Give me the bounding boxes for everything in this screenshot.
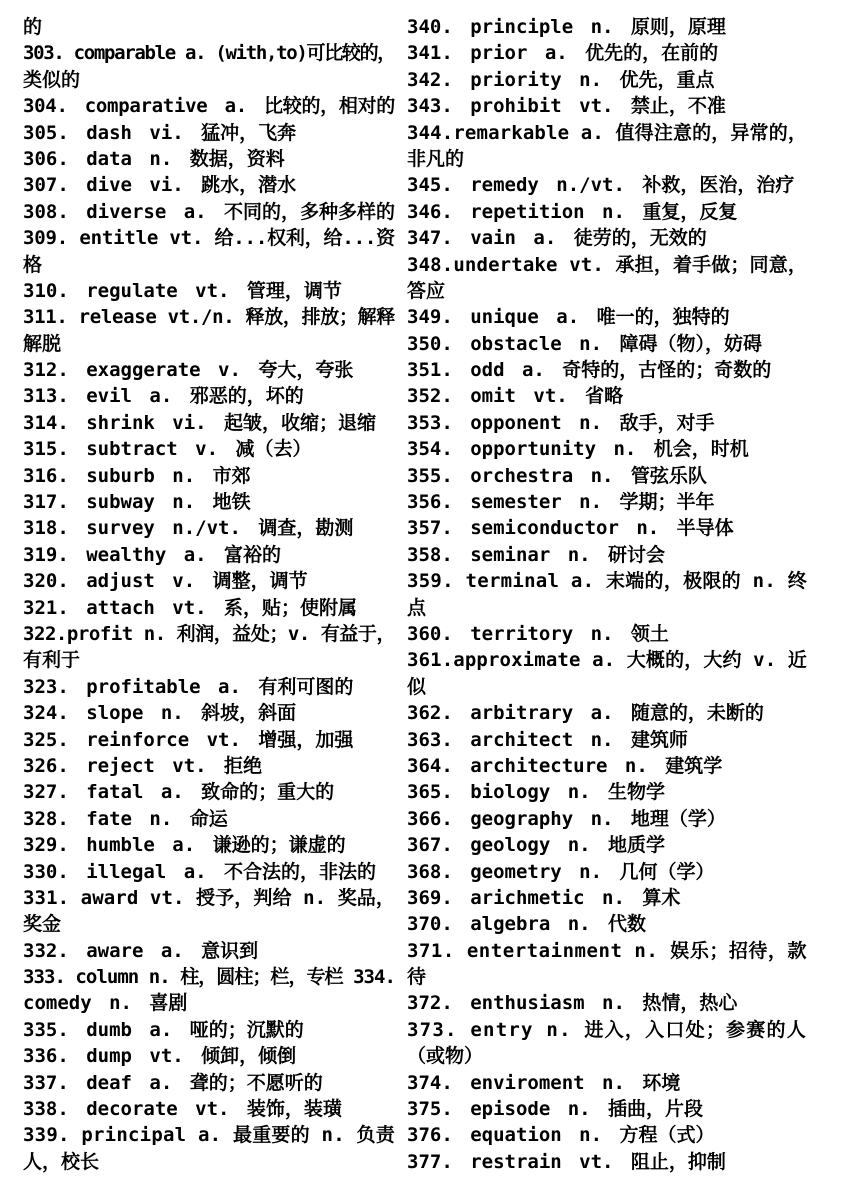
text-line-content: 374. enviroment n. 环境 (407, 1071, 681, 1094)
text-line (407, 93, 807, 119)
text-line (23, 859, 395, 885)
text-line (407, 806, 807, 832)
text-line-content: 362. arbitrary a. 随意的，未断的 (407, 702, 764, 725)
text-line-content: 341. prior a. 优先的，在前的 (407, 42, 719, 65)
text-line-content: 376. equation n. 方程（式） (407, 1124, 715, 1147)
text-line (23, 753, 395, 779)
text-line-content: 320. adjust v. 调整，调节 (23, 570, 308, 593)
text-line-content: 奖金 (23, 913, 62, 936)
text-line-content: 306. data n. 数据，资料 (23, 147, 285, 170)
text-line-content: 324. slope n. 斜坡，斜面 (23, 702, 297, 725)
text-line-content: 357. semiconductor n. 半导体 (407, 517, 734, 540)
text-line-content: 328. fate n. 命运 (23, 807, 228, 830)
text-line (23, 304, 395, 330)
text-line-content: 类似的 (23, 68, 81, 91)
text-line (407, 779, 807, 805)
text-line (407, 172, 807, 198)
text-line-content: 315. subtract v. 减（去） (23, 438, 312, 461)
text-line (23, 911, 395, 937)
text-line (23, 1043, 395, 1069)
text-line (23, 621, 395, 647)
text-line (407, 120, 807, 146)
text-line (23, 938, 395, 964)
text-line (23, 806, 395, 832)
text-line (23, 1070, 395, 1096)
text-line (407, 463, 807, 489)
text-line (407, 1043, 807, 1069)
text-line (407, 304, 807, 330)
text-line (23, 647, 395, 673)
text-line-content: 329. humble a. 谦逊的；谦虚的 (23, 834, 346, 857)
text-line-content: 304. comparative a. 比较的，相对的 (23, 95, 395, 118)
text-line (23, 964, 395, 990)
text-line-content: 321. attach vt. 系，贴；使附属 (23, 596, 358, 619)
text-line-content: 347. vain a. 徒劳的，无效的 (407, 227, 707, 250)
text-line (23, 489, 395, 515)
text-line-content: 348.undertake vt. 承担，着手做；同意， (407, 253, 807, 276)
text-line (407, 357, 807, 383)
text-line (23, 436, 395, 462)
text-line-content: 319. wealthy a. 富裕的 (23, 543, 282, 566)
text-line-content: 333. column n. 柱，圆柱；栏，专栏 334. (23, 966, 395, 989)
text-line-content: 373. entry n. 进入，入口处；参赛的人 (407, 1018, 807, 1041)
text-line (23, 674, 395, 700)
text-line-content: 323. profitable a. 有利可图的 (23, 675, 354, 698)
text-line-content: 待 (407, 966, 427, 989)
text-line (23, 252, 395, 278)
text-line-content: 371. entertainment n. 娱乐；招待，款 (407, 939, 807, 962)
text-line (407, 885, 807, 911)
text-line (23, 225, 395, 251)
text-line (407, 595, 807, 621)
text-line (407, 859, 807, 885)
text-line (23, 331, 395, 357)
text-line-content: 343. prohibit vt. 禁止，不准 (407, 95, 726, 118)
text-line-content: 354. opportunity n. 机会，时机 (407, 438, 749, 461)
text-line-content: 370. algebra n. 代数 (407, 913, 647, 936)
text-line-content: 360. territory n. 领土 (407, 622, 669, 645)
text-line-content: 359. terminal a. 末端的，极限的 n. 终 (407, 570, 807, 593)
text-line (407, 278, 807, 304)
text-line-content: 377. restrain vt. 阻止，抑制 (407, 1150, 726, 1173)
text-line (407, 1122, 807, 1148)
text-line-content: 313. evil a. 邪恶的，坏的 (23, 385, 304, 408)
text-line (23, 67, 395, 93)
text-line-content: 有利于 (23, 649, 81, 672)
text-line (23, 1096, 395, 1122)
text-line (407, 700, 807, 726)
text-line-content: 340. principle n. 原则，原理 (407, 16, 726, 38)
text-line (23, 990, 395, 1016)
text-line (23, 885, 395, 911)
text-line-content: 317. subway n. 地铁 (23, 491, 251, 514)
text-line (407, 1070, 807, 1096)
text-line (407, 331, 807, 357)
text-line-content: 322.profit n. 利润，益处；v. 有益于， (23, 622, 395, 645)
text-line-content: 335. dumb a. 哑的；沉默的 (23, 1018, 304, 1041)
text-line-content: 点 (407, 596, 427, 619)
text-line-content: 338. decorate vt. 装饰，装璜 (23, 1098, 342, 1121)
text-line-content: 364. architecture n. 建筑学 (407, 754, 723, 777)
text-line (23, 172, 395, 198)
text-line-content: 350. obstacle n. 障碍（物），妨碍 (407, 332, 762, 355)
text-line (23, 410, 395, 436)
text-line (407, 14, 807, 40)
text-line (23, 463, 395, 489)
text-line-content: 316. suburb n. 市郊 (23, 464, 251, 487)
text-line-content: 355. orchestra n. 管弦乐队 (407, 464, 707, 487)
text-line (407, 489, 807, 515)
text-line (407, 727, 807, 753)
text-line (23, 832, 395, 858)
text-line (407, 436, 807, 462)
text-line (23, 515, 395, 541)
text-line-content: 330. illegal a. 不合法的，非法的 (23, 860, 377, 883)
left-column (23, 0, 395, 1175)
text-line (23, 278, 395, 304)
text-line-content: 372. enthusiasm n. 热情，热心 (407, 992, 738, 1015)
text-line (407, 621, 807, 647)
text-line (23, 199, 395, 225)
text-line-content: 369. arichmetic n. 算术 (407, 886, 681, 909)
text-line-content: 326. reject vt. 拒绝 (23, 754, 263, 777)
text-line-content: 325. reinforce vt. 增强，加强 (23, 728, 354, 751)
text-line-content: 375. episode n. 插曲，片段 (407, 1098, 704, 1121)
text-line-content: 327. fatal a. 致命的；重大的 (23, 781, 335, 804)
text-line (407, 1149, 807, 1175)
text-line-content: 318. survey n./vt. 调查，勘测 (23, 517, 354, 540)
text-line-content: 310. regulate vt. 管理，调节 (23, 279, 342, 302)
text-line (407, 674, 807, 700)
text-line (23, 1122, 395, 1148)
text-line (23, 383, 395, 409)
text-line (407, 568, 807, 594)
text-line-content: 331. award vt. 授予，判给 n. 奖品， (23, 886, 395, 909)
text-line (407, 225, 807, 251)
text-line (23, 120, 395, 146)
text-line-content: 353. opponent n. 敌手，对手 (407, 411, 715, 434)
text-line (23, 93, 395, 119)
text-line-content: 367. geology n. 地质学 (407, 834, 666, 857)
text-line-content: 311. release vt./n. 释放，排放；解释 (23, 306, 395, 329)
text-line-content: 解脱 (23, 332, 62, 355)
text-line (407, 1096, 807, 1122)
text-line-content: 346. repetition n. 重复，反复 (407, 200, 738, 223)
text-line-content: 309. entitle vt. 给...权利，给...资 (23, 227, 395, 250)
text-line-content: 336. dump vt. 倾卸，倾倒 (23, 1045, 297, 1068)
text-line (407, 542, 807, 568)
text-line (23, 568, 395, 594)
text-line (407, 911, 807, 937)
text-line (407, 40, 807, 66)
text-line (407, 199, 807, 225)
text-line (23, 357, 395, 383)
text-line (407, 832, 807, 858)
text-line (407, 383, 807, 409)
text-line-content: 答应 (407, 279, 446, 302)
text-line (23, 1149, 395, 1175)
text-line (23, 779, 395, 805)
text-line (23, 1017, 395, 1043)
text-line-content: 337. deaf a. 聋的；不愿听的 (23, 1071, 323, 1094)
right-column (407, 0, 807, 1175)
text-line-content: 格 (23, 253, 43, 276)
text-line-content: 308. diverse a. 不同的，多种多样的 (23, 200, 395, 223)
text-line (23, 542, 395, 568)
text-line-content: 的 (23, 16, 43, 38)
text-line (23, 700, 395, 726)
text-line-content: 361.approximate a. 大概的，大约 v. 近 (407, 649, 807, 672)
text-line-content: 312. exaggerate v. 夸大，夸张 (23, 359, 354, 382)
text-line-content: 345. remedy n./vt. 补救，医治，治疗 (407, 174, 795, 197)
text-line-content: （或物） (407, 1045, 484, 1068)
text-line (407, 67, 807, 93)
text-line-content: 344.remarkable a. 值得注意的，异常的， (407, 121, 807, 144)
text-line-content: 332. aware a. 意识到 (23, 939, 259, 962)
text-line (23, 727, 395, 753)
text-line-content: comedy n. 喜剧 (23, 992, 188, 1015)
text-line-content: 314. shrink vi. 起皱，收缩；退缩 (23, 411, 377, 434)
text-line-content: 349. unique a. 唯一的，独特的 (407, 306, 730, 329)
text-line (407, 753, 807, 779)
text-line-content: 307. dive vi. 跳水，潜水 (23, 174, 297, 197)
text-line (407, 647, 807, 673)
text-line-content: 358. seminar n. 研讨会 (407, 543, 666, 566)
text-line (407, 1017, 807, 1043)
text-line-content: 352. omit vt. 省略 (407, 385, 624, 408)
text-line-content: 363. architect n. 建筑师 (407, 728, 688, 751)
text-line-content: 非凡的 (407, 147, 465, 170)
text-line-content: 似 (407, 675, 427, 698)
text-line (407, 410, 807, 436)
text-line (407, 515, 807, 541)
text-line (407, 252, 807, 278)
text-line (407, 990, 807, 1016)
text-line (23, 146, 395, 172)
text-line (23, 40, 395, 66)
text-line (23, 14, 395, 40)
text-line (407, 146, 807, 172)
text-line-content: 人，校长 (23, 1150, 100, 1173)
text-line-content: 305. dash vi. 猛冲，飞奔 (23, 121, 297, 144)
text-line (407, 938, 807, 964)
text-line-content: 368. geometry n. 几何（学） (407, 860, 715, 883)
text-line (23, 595, 395, 621)
text-line-content: 366. geography n. 地理（学） (407, 807, 726, 830)
text-line-content: 356. semester n. 学期；半年 (407, 491, 715, 514)
text-line-content: 351. odd a. 奇特的，古怪的；奇数的 (407, 359, 772, 382)
text-line-content: 365. biology n. 生物学 (407, 781, 666, 804)
text-line (407, 964, 807, 990)
text-line-content: 342. priority n. 优先，重点 (407, 68, 715, 91)
text-line-content: 339. principal a. 最重要的 n. 负责 (23, 1124, 395, 1147)
text-line-content: 303. comparable a. (with,to)可比较的， (23, 42, 395, 65)
